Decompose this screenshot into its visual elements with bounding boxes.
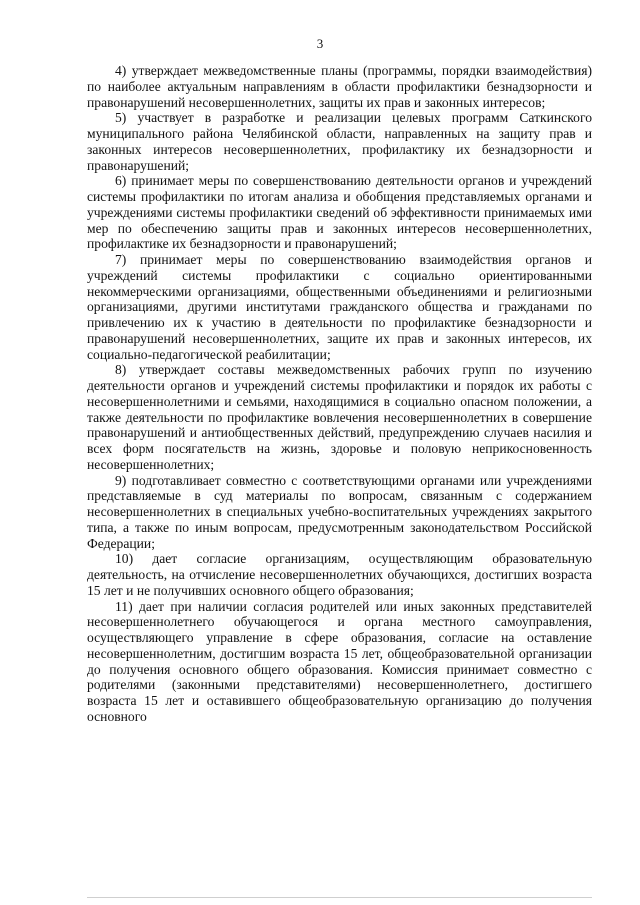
paragraph-item-6: 6) принимает меры по совершенствованию деятельности органов и учреждений системы профилактики по итогам анализа и обобщения представляемых органами и учреждениями системы профилактики сведений об эффективности принимаемых ими мер по обеспечению защиты прав и законных интересов несовершеннолетних, профилактике их безнадзорности и правонарушений; <box>87 173 592 252</box>
paragraph-item-5: 5) участвует в разработке и реализации целевых программ Саткинского муниципального района Челябинской области, направленных на защиту прав и законных интересов несовершеннолетних, профилактику их безнадзорности и правонарушений; <box>87 110 592 173</box>
document-body <box>87 63 592 725</box>
paragraph-item-7: 7) принимает меры по совершенствованию взаимодействия органов и учреждений системы профилактики с социально ориентированными некоммерческими организациями, общественными объединениями и религиозными организациями, другими институтами гражданского общества и гражданами по привлечению их к участию в деятельности по профилактике безнадзорности и правонарушений несовершеннолетних, защите их прав и законных интересов, их социально-педагогической реабилитации; <box>87 252 592 362</box>
paragraph-item-9: 9) подготавливает совместно с соответствующими органами или учреждениями представляемые в суд материалы по вопросам, связанным с содержанием несовершеннолетних в специальных учебно-воспитательных учреждениях закрытого типа, а также по иным вопросам, предусмотренным законодательством Российской Федерации; <box>87 472 592 551</box>
bottom-divider <box>87 897 592 898</box>
paragraph-item-11: 11) дает при наличии согласия родителей или иных законных представителей несовершеннолетнего обучающегося и органа местного самоуправления, осуществляющего управление в сфере образования, согласие на оставление несовершеннолетним, достигшим возраста 15 лет, общеобразовательной организации до получения основного общего образования. Комиссия принимает совместно с родителями (законными представителями) несовершеннолетнего, достигшего возраста 15 лет и оставившего общеобразовательную организацию до получения основного <box>87 598 592 724</box>
paragraph-item-10: 10) дает согласие организациям, осуществляющим образовательную деятельность, на отчисление несовершеннолетних обучающихся, достигших возраста 15 лет и не получивших основного общего образования; <box>87 551 592 598</box>
paragraph-item-8: 8) утверждает составы межведомственных рабочих групп по изучению деятельности органов и учреждений системы профилактики и порядок их работы с несовершеннолетними и семьями, находящимися в социально опасном положении, а также деятельности по профилактике вовлечения несовершеннолетних в совершение правонарушений и антиобщественных действий, предупреждению случаев насилия и всех форм посягательств на жизнь, здоровье и половую неприкосновенность несовершеннолетних; <box>87 362 592 472</box>
paragraph-item-4: 4) утверждает межведомственные планы (программы, порядки взаимодействия) по наиболее актуальным направлениям в области профилактики безнадзорности и правонарушений несовершеннолетних, защиты их прав и законных интересов; <box>87 63 592 110</box>
page-number: 3 <box>316 36 324 51</box>
